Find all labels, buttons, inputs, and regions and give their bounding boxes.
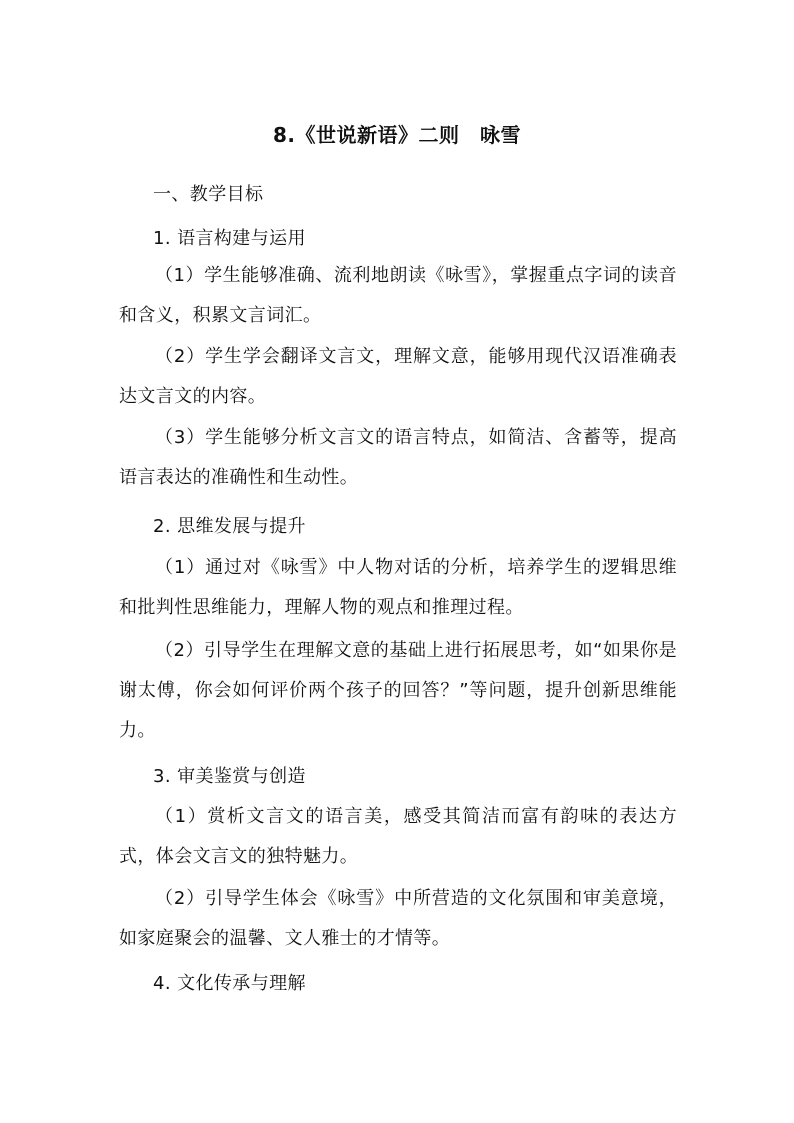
paragraph-language-3: （3）学生能够分析文言文的语言特点，如简洁、含蓄等，提高语言表达的准确性和生动性。 (119, 427, 677, 488)
paragraph-language-1: （1）学生能够准确、流利地朗读《咏雪》，掌握重点字词的读音和含义，积累文言词汇。 (119, 265, 677, 326)
subsection-heading-language: 1. 语言构建与运用 (153, 228, 306, 249)
paragraph-language-2: （2）学生学会翻译文言文，理解文意，能够用现代汉语准确表达文言文的内容。 (119, 346, 677, 407)
subsection-heading-culture: 4. 文化传承与理解 (153, 973, 306, 994)
paragraph-thinking-1: （1）通过对《咏雪》中人物对话的分析，培养学生的逻辑思维和批判性思维能力，理解人物的观点和推理过程。 (119, 557, 677, 618)
section-heading-teaching-goals: 一、教学目标 (153, 184, 264, 205)
paragraph-aesthetic-2: （2）引导学生体会《咏雪》中所营造的文化氛围和审美意境，如家庭聚会的温馨、文人雅士的才情等。 (119, 888, 677, 949)
paragraph-thinking-2: （2）引导学生在理解文意的基础上进行拓展思考，如“如果你是谢太傅，你会如何评价两个孩子的回答？”等问题，提升创新思维能力。 (119, 640, 677, 741)
page-title: 8.《世说新语》二则 咏雪 (272, 123, 521, 147)
subsection-heading-aesthetic: 3. 审美鉴赏与创造 (153, 766, 306, 787)
paragraph-aesthetic-1: （1）赏析文言文的语言美，感受其简洁而富有韵味的表达方式，体会文言文的独特魅力。 (119, 806, 677, 867)
subsection-heading-thinking: 2. 思维发展与提升 (153, 516, 306, 537)
